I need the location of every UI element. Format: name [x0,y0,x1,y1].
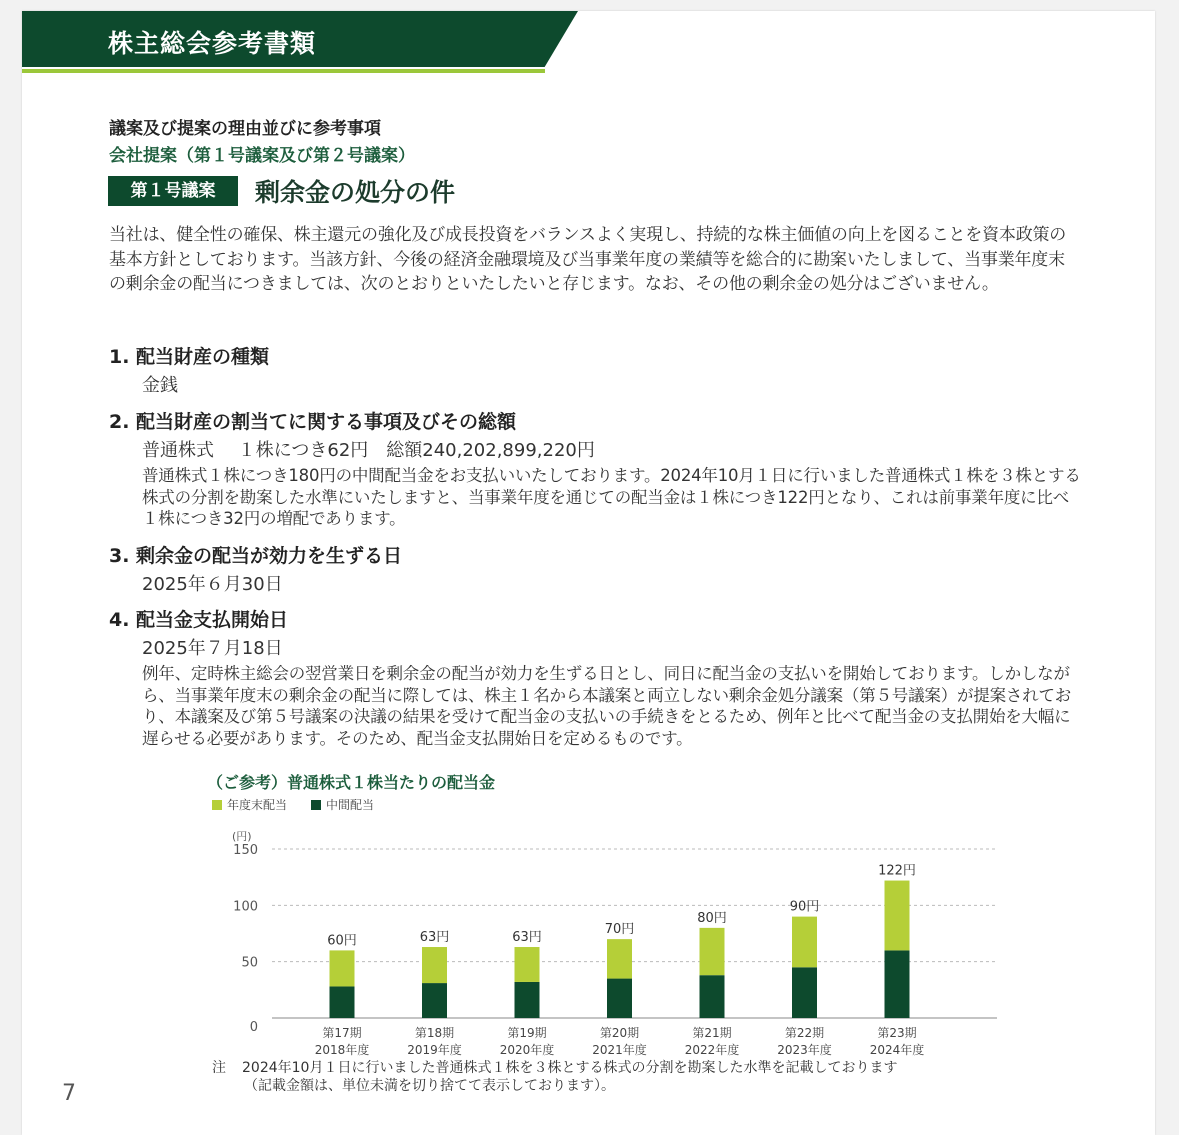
legend-label-interim: 中間配当 [326,798,375,812]
x-tick-label-year: 2022年度 [684,1043,740,1057]
bar-year-end [700,928,725,975]
y-tick-label: 100 [233,899,258,915]
bar-interim [607,979,632,1018]
legend-swatch-year-end [212,800,222,810]
item-4-heading: 4. 配当金支払開始日 [109,609,289,631]
bar-interim [700,975,725,1018]
y-tick-label: 150 [233,843,258,858]
y-tick-label: 50 [241,955,258,971]
bar-year-end [330,950,355,986]
item-4-value: 2025年７月18日 [142,638,283,659]
x-tick-label-year: 2019年度 [407,1043,462,1057]
x-tick-label-year: 2023年度 [777,1043,832,1057]
bar-interim [515,982,540,1018]
bar-total-label: 90円 [789,899,820,915]
item-1-heading: 1. 配当財産の種類 [109,346,270,368]
dividend-chart [202,811,1002,1061]
item-1-value: 金銭 [142,375,178,396]
legend-swatch-interim [311,800,321,810]
bar-total-label: 122円 [878,863,916,879]
footnote-line-1: 2024年10月１日に行いました普通株式１株を３株とする株式の分割を勘案した水準を記載しております [242,1060,898,1076]
bar-year-end [792,917,817,968]
y-tick-label: 0 [249,1020,258,1035]
header-rule [22,69,545,73]
x-tick-label-year: 2020年度 [499,1043,555,1057]
header-title: 株主総会参考書類 [108,29,317,58]
bar-total-label: 63円 [512,930,542,946]
x-tick-label-period: 第21期 [692,1026,732,1040]
bar-total-label: 80円 [697,910,727,926]
item-2-heading: 2. 配当財産の割当てに関する事項及びその総額 [109,411,517,433]
document-page [22,11,1155,1135]
footnote-label: 注 [212,1060,226,1076]
x-tick-label-period: 第22期 [784,1026,825,1040]
chart-title: （ご参考）普通株式１株当たりの配当金 [207,773,496,792]
x-tick-label-period: 第17期 [322,1026,362,1040]
y-axis-unit-label: (円) [232,830,252,843]
x-tick-label-period: 第18期 [414,1026,455,1040]
bar-total-label: 60円 [327,933,357,949]
x-tick-label-year: 2021年度 [592,1043,647,1057]
bar-year-end [422,947,447,983]
section-title: 議案及び提案の理由並びに参考事項 [109,119,381,139]
bar-interim [330,986,355,1018]
x-tick-label-year: 2024年度 [869,1043,925,1057]
proposal-title: 剰余金の処分の件 [255,178,456,207]
bar-total-label: 63円 [419,930,450,946]
footnote [212,1059,897,1095]
bar-year-end [515,947,540,982]
proposal-badge: 第１号議案 [108,176,238,206]
intro-paragraph: 当社は、健全性の確保、株主還元の強化及び成長投資をバランスよく実現し、持続的な株主価値の向上を図ることを資本政策の基本方針としております。当該方針、今後の経済金融環境及び当事業年度の業績等を総合的に勘案いたしまして、当事業年度末の剰余金の配当につきましては、次のとおりといたしたいと存じます。なお、その他の剰余金の処分はございません。 [109,225,1067,294]
footnote-line-2: （記載金額は、単位未満を切り捨てて表示しております）。 [244,1078,615,1094]
x-tick-label-period: 第19期 [507,1026,547,1040]
bar-interim [422,983,447,1018]
item-4-note: 例年、定時株主総会の翌営業日を剰余金の配当が効力を生ずる日とし、同日に配当金の支払いを開始しております。しかしながら、当事業年度末の剰余金の配当に際しては、株主１名から本議案と両立しない剰余金処分議案（第５号議案）が提案されており、本議案及び第５号議案の決議の結果を受けて配当金の支払いの手続きをとるため、例年と比べて配当金の支払開始を大幅に遅らせる必要があります。そのため、配当金支払開始日を定めるものです。 [142,664,1072,748]
bar-interim [792,967,817,1018]
x-tick-label-period: 第23期 [877,1026,917,1040]
bar-year-end [885,881,910,951]
item-3-heading: 3. 剰余金の配当が効力を生ずる日 [109,545,403,567]
item-3-value: 2025年６月30日 [142,574,283,595]
legend-label-year-end: 年度末配当 [227,798,288,812]
bar-total-label: 70円 [604,922,635,938]
item-2-value: 普通株式 １株につき62円 総額240,202,899,220円 [142,440,595,461]
item-2-note: 普通株式１株につき180円の中間配当金をお支払いいたしております。2024年10月１日に行いました普通株式１株を３株とする株式の分割を勘案した水準にいたしますと、当事業年度を通じての配当金は１株につき122円となり、これは前事業年度に比べ１株につき32円の増配であります。 [142,466,1081,528]
section-subtitle: 会社提案（第１号議案及び第２号議案） [109,146,415,166]
page-number: 7 [62,1081,76,1106]
bar-interim [885,950,910,1018]
x-tick-label-period: 第20期 [599,1026,640,1040]
x-tick-label-year: 2018年度 [314,1043,370,1057]
bar-year-end [607,939,632,978]
